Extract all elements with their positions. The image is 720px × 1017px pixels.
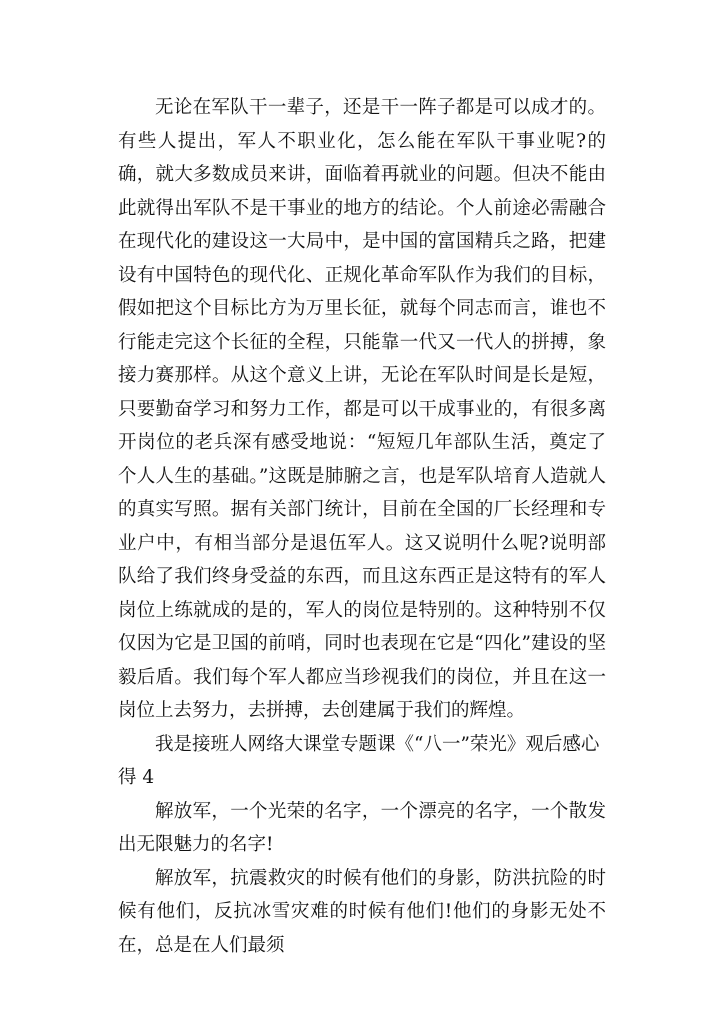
body-paragraph: 无论在军队干一辈子，还是干一阵子都是可以成才的。有些人提出，军人不职业化，怎么能在军队干事业呢?的确，就大多数成员来讲，面临着再就业的问题。但决不能由此就得出军队不是干事业的地方的结论。个人前途必需融合在现代化的建设这一大局中，是中国的富国精兵之路，把建设有中国特色的现代化、正规化革命军队作为我们的目标，假如把这个目标比方为万里长征，就每个同志而言，谁也不行能走完这个长征的全程，只能靠一代又一代人的拼搏，象接力赛那样。从这个意义上讲，无论在军队时间是长是短，只要勤奋学习和努力工作，都是可以干成事业的，有很多离开岗位的老兵深有感受地说：“短短几年部队生活，奠定了个人人生的基础。”这既是肺腑之言，也是军队培育人造就人的真实写照。据有关部门统计，目前在全国的厂长经理和专业户中，有相当部分是退伍军人。这又说明什么呢?说明部队给了我们终身受益的东西，而且这东西正是这特有的军人岗位上练就成的是的，军人的岗位是特别的。这种特别不仅仅因为它是卫国的前哨，同时也表现在它是“四化”建设的坚毅后盾。我们每个军人都应当珍视我们的岗位，并且在这一岗位上去努力，去拼搏，去创建属于我们的辉煌。 xyxy=(118,97,606,721)
body-paragraph: 解放军，一个光荣的名字，一个漂亮的名字，一个散发出无限魅力的名字! xyxy=(118,800,606,855)
document-body xyxy=(118,91,606,962)
body-paragraph: 解放军，抗震救灾的时候有他们的身影，防洪抗险的时候有他们，反抗冰雪灾难的时候有他们!他们的身影无处不在，总是在人们最须 xyxy=(118,867,606,956)
section-heading: 我是接班人网络大课堂专题课《“八一”荣光》观后感心得 4 xyxy=(118,733,600,788)
